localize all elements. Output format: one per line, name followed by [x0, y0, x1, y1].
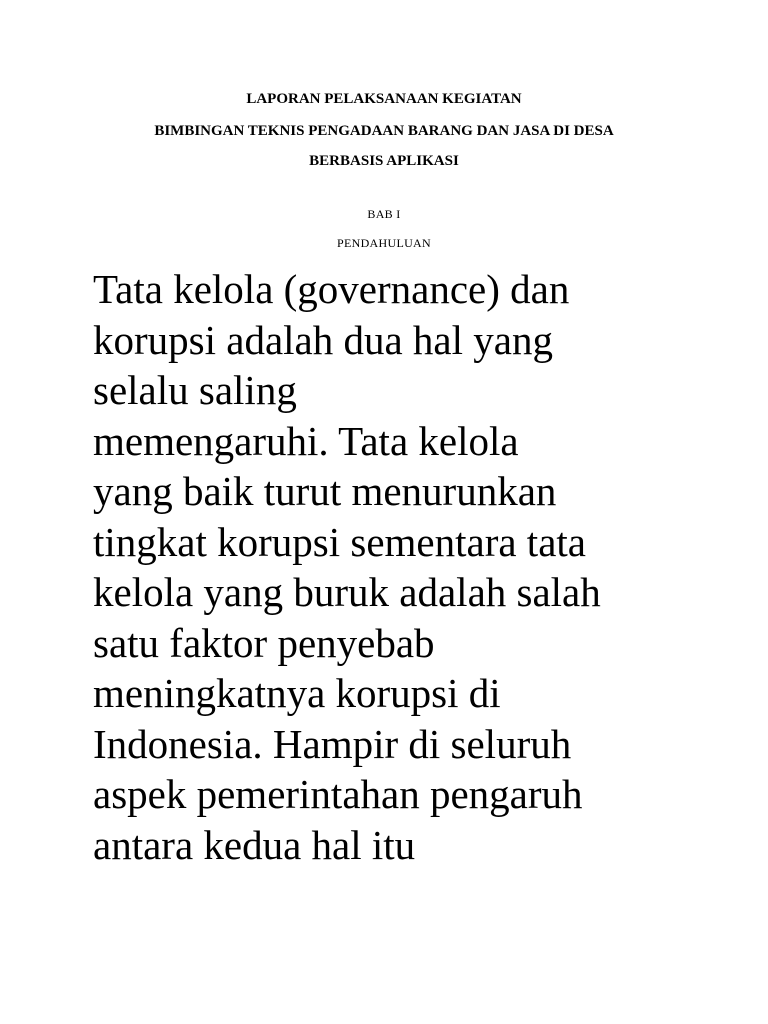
body-line: memengaruhi. Tata kelola [93, 417, 519, 464]
report-title-line-1: LAPORAN PELAKSANAAN KEGIATAN [246, 91, 522, 107]
report-title-line-2: BIMBINGAN TEKNIS PENGADAAN BARANG DAN JASA DI DESA [154, 123, 614, 139]
body-line: antara kedua hal itu [93, 821, 416, 868]
body-line: Tata kelola (governance) dan [93, 266, 570, 312]
chapter-heading: PENDAHULUAN [337, 236, 431, 250]
body-line: aspek pemerintahan pengaruh [93, 771, 583, 817]
body-line: korupsi adalah dua hal yang [93, 316, 553, 363]
body-line: Indonesia. Hampir di seluruh [93, 720, 572, 767]
body-line: tingkat korupsi sementara tata [93, 518, 586, 565]
body-line: selalu saling [93, 367, 297, 413]
body-line: meningkatnya korupsi di [93, 670, 501, 716]
body-line: satu faktor penyebab [93, 619, 435, 666]
body-line: kelola yang buruk adalah salah [93, 569, 601, 615]
report-title-line-3: BERBASIS APLIKASI [309, 153, 459, 169]
chapter-number: BAB I [367, 207, 401, 221]
body-line: yang baik turut menurunkan [93, 468, 557, 514]
body-paragraph [93, 264, 683, 870]
